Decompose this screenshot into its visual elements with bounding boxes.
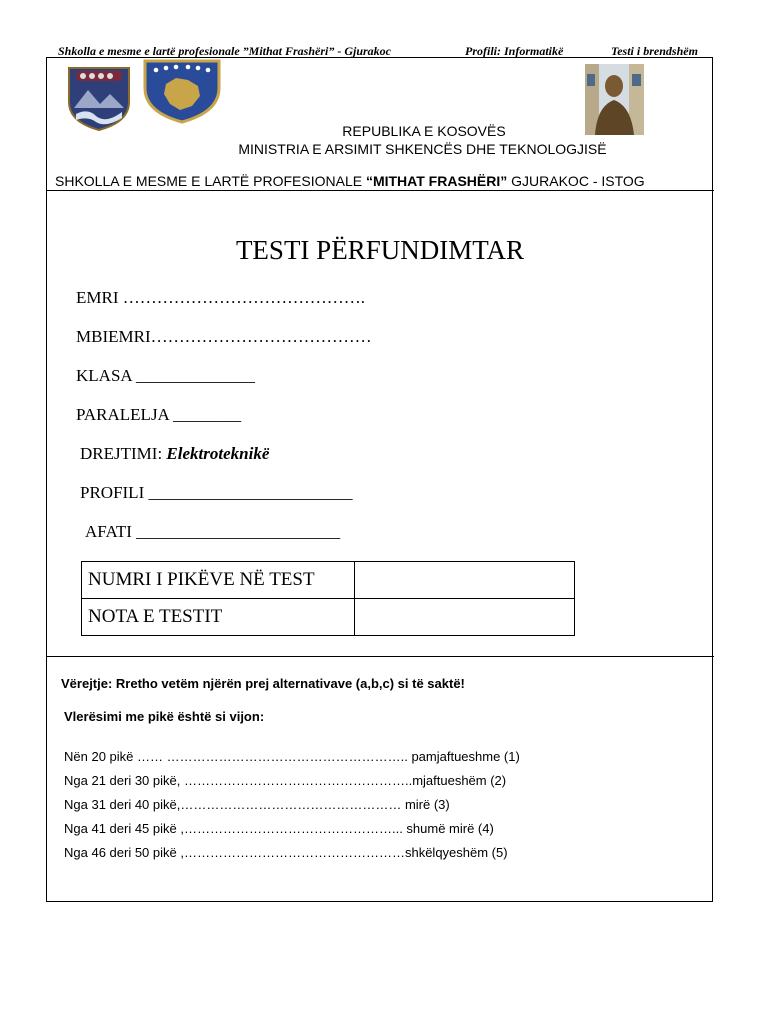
field-drejtimi	[80, 444, 269, 464]
grade-scale-item: Nga 31 deri 40 pikë,…………………………………………… mirë (3)	[64, 797, 450, 812]
drejtimi-value: Elektroteknikë	[166, 444, 270, 463]
ministry-name: MINISTRIA E ARSIMIT SHKENCËS DHE TEKNOLOGJISË	[238, 141, 607, 157]
school-name: “MITHAT FRASHËRI”	[365, 173, 508, 189]
field-profili: PROFILI ________________________	[80, 483, 353, 502]
table-row	[82, 599, 575, 636]
header-test-type: Testi i brendshëm	[611, 44, 698, 58]
field-klasa: KLASA ______________	[76, 366, 255, 385]
grade-scale-item: Nga 46 deri 50 pikë ,……………………………………………shkëlqyeshëm (5)	[64, 845, 508, 860]
drejtimi-label: DREJTIMI:	[80, 444, 167, 463]
grade-scale-item: Nga 41 deri 45 pikë ,…………………………………………... shumë mirë (4)	[64, 821, 494, 836]
instruction-note: Vërejtje: Rretho vetëm njërën prej alternativave (a,b,c) si të saktë!	[61, 676, 465, 691]
school-line	[55, 173, 645, 189]
field-paralelja: PARALELJA ________	[76, 405, 242, 424]
grade-cell	[355, 599, 575, 636]
section-divider	[46, 190, 714, 191]
school-prefix: SHKOLLA E MESME E LARTË PROFESIONALE	[55, 173, 366, 189]
score-table	[81, 561, 575, 636]
coat-of-arms-logo	[142, 58, 222, 124]
section-divider	[46, 656, 714, 657]
school-suffix: GJURAKOC - ISTOG	[507, 173, 645, 189]
grading-title: Vlerësimi me pikë është si vijon:	[64, 709, 265, 724]
grade-label: NOTA E TESTIT	[82, 599, 355, 636]
table-row	[82, 562, 575, 599]
points-label: NUMRI I PIKËVE NË TEST	[82, 562, 355, 599]
field-emri: EMRI …………………………………….	[76, 288, 365, 307]
grade-scale-item: Nën 20 pikë …… ……………………………………………….. pamjaftueshme (1)	[64, 749, 520, 764]
country-name: REPUBLIKA E KOSOVËS	[342, 123, 506, 139]
page-title: TESTI PËRFUNDIMTAR	[235, 235, 525, 265]
header-school: Shkolla e mesme e lartë profesionale ”Mithat Frashëri” - Gjurakoc	[58, 44, 392, 58]
grade-scale-item: Nga 21 deri 30 pikë, ……………………………………………..mjaftueshëm (2)	[64, 773, 507, 788]
field-afati: AFATI ________________________	[85, 522, 341, 541]
header-profile: Profili: Informatikë	[465, 44, 564, 58]
municipality-emblem-logo	[66, 64, 132, 132]
field-mbiemri: MBIEMRI…………………………………	[76, 327, 372, 346]
points-cell	[355, 562, 575, 599]
